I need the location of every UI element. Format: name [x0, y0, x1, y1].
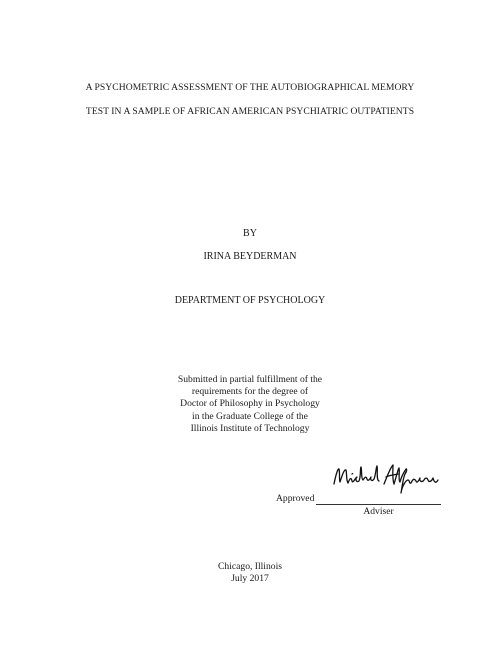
- approved-label: Approved: [276, 493, 315, 504]
- submission-statement: [0, 374, 500, 435]
- footer: [0, 561, 500, 585]
- author-name: IRINA BEYDERMAN: [203, 251, 297, 262]
- adviser-signature: [330, 460, 442, 498]
- title-line-1: A PSYCHOMETRIC ASSESSMENT OF THE AUTOBIOGRAPHICAL MEMORY: [85, 82, 415, 93]
- title-line-2: TEST IN A SAMPLE OF AFRICAN AMERICAN PSYCHIATRIC OUTPATIENTS: [85, 106, 415, 117]
- adviser-label: Adviser: [363, 506, 394, 517]
- submission-line: Doctor of Philosophy in Psychology: [180, 398, 320, 410]
- footer-date: July 2017: [231, 573, 269, 585]
- submission-line: Illinois Institute of Technology: [190, 422, 310, 434]
- submission-line: Submitted in partial fulfillment of the: [177, 374, 323, 385]
- submission-line: requirements for the degree of: [191, 386, 309, 398]
- department-name: DEPARTMENT OF PSYCHOLOGY: [174, 295, 326, 306]
- footer-location: Chicago, Illinois: [218, 561, 282, 572]
- by-label: BY: [243, 228, 257, 239]
- submission-line: in the Graduate College of the: [192, 410, 308, 422]
- signature-line: [316, 504, 441, 505]
